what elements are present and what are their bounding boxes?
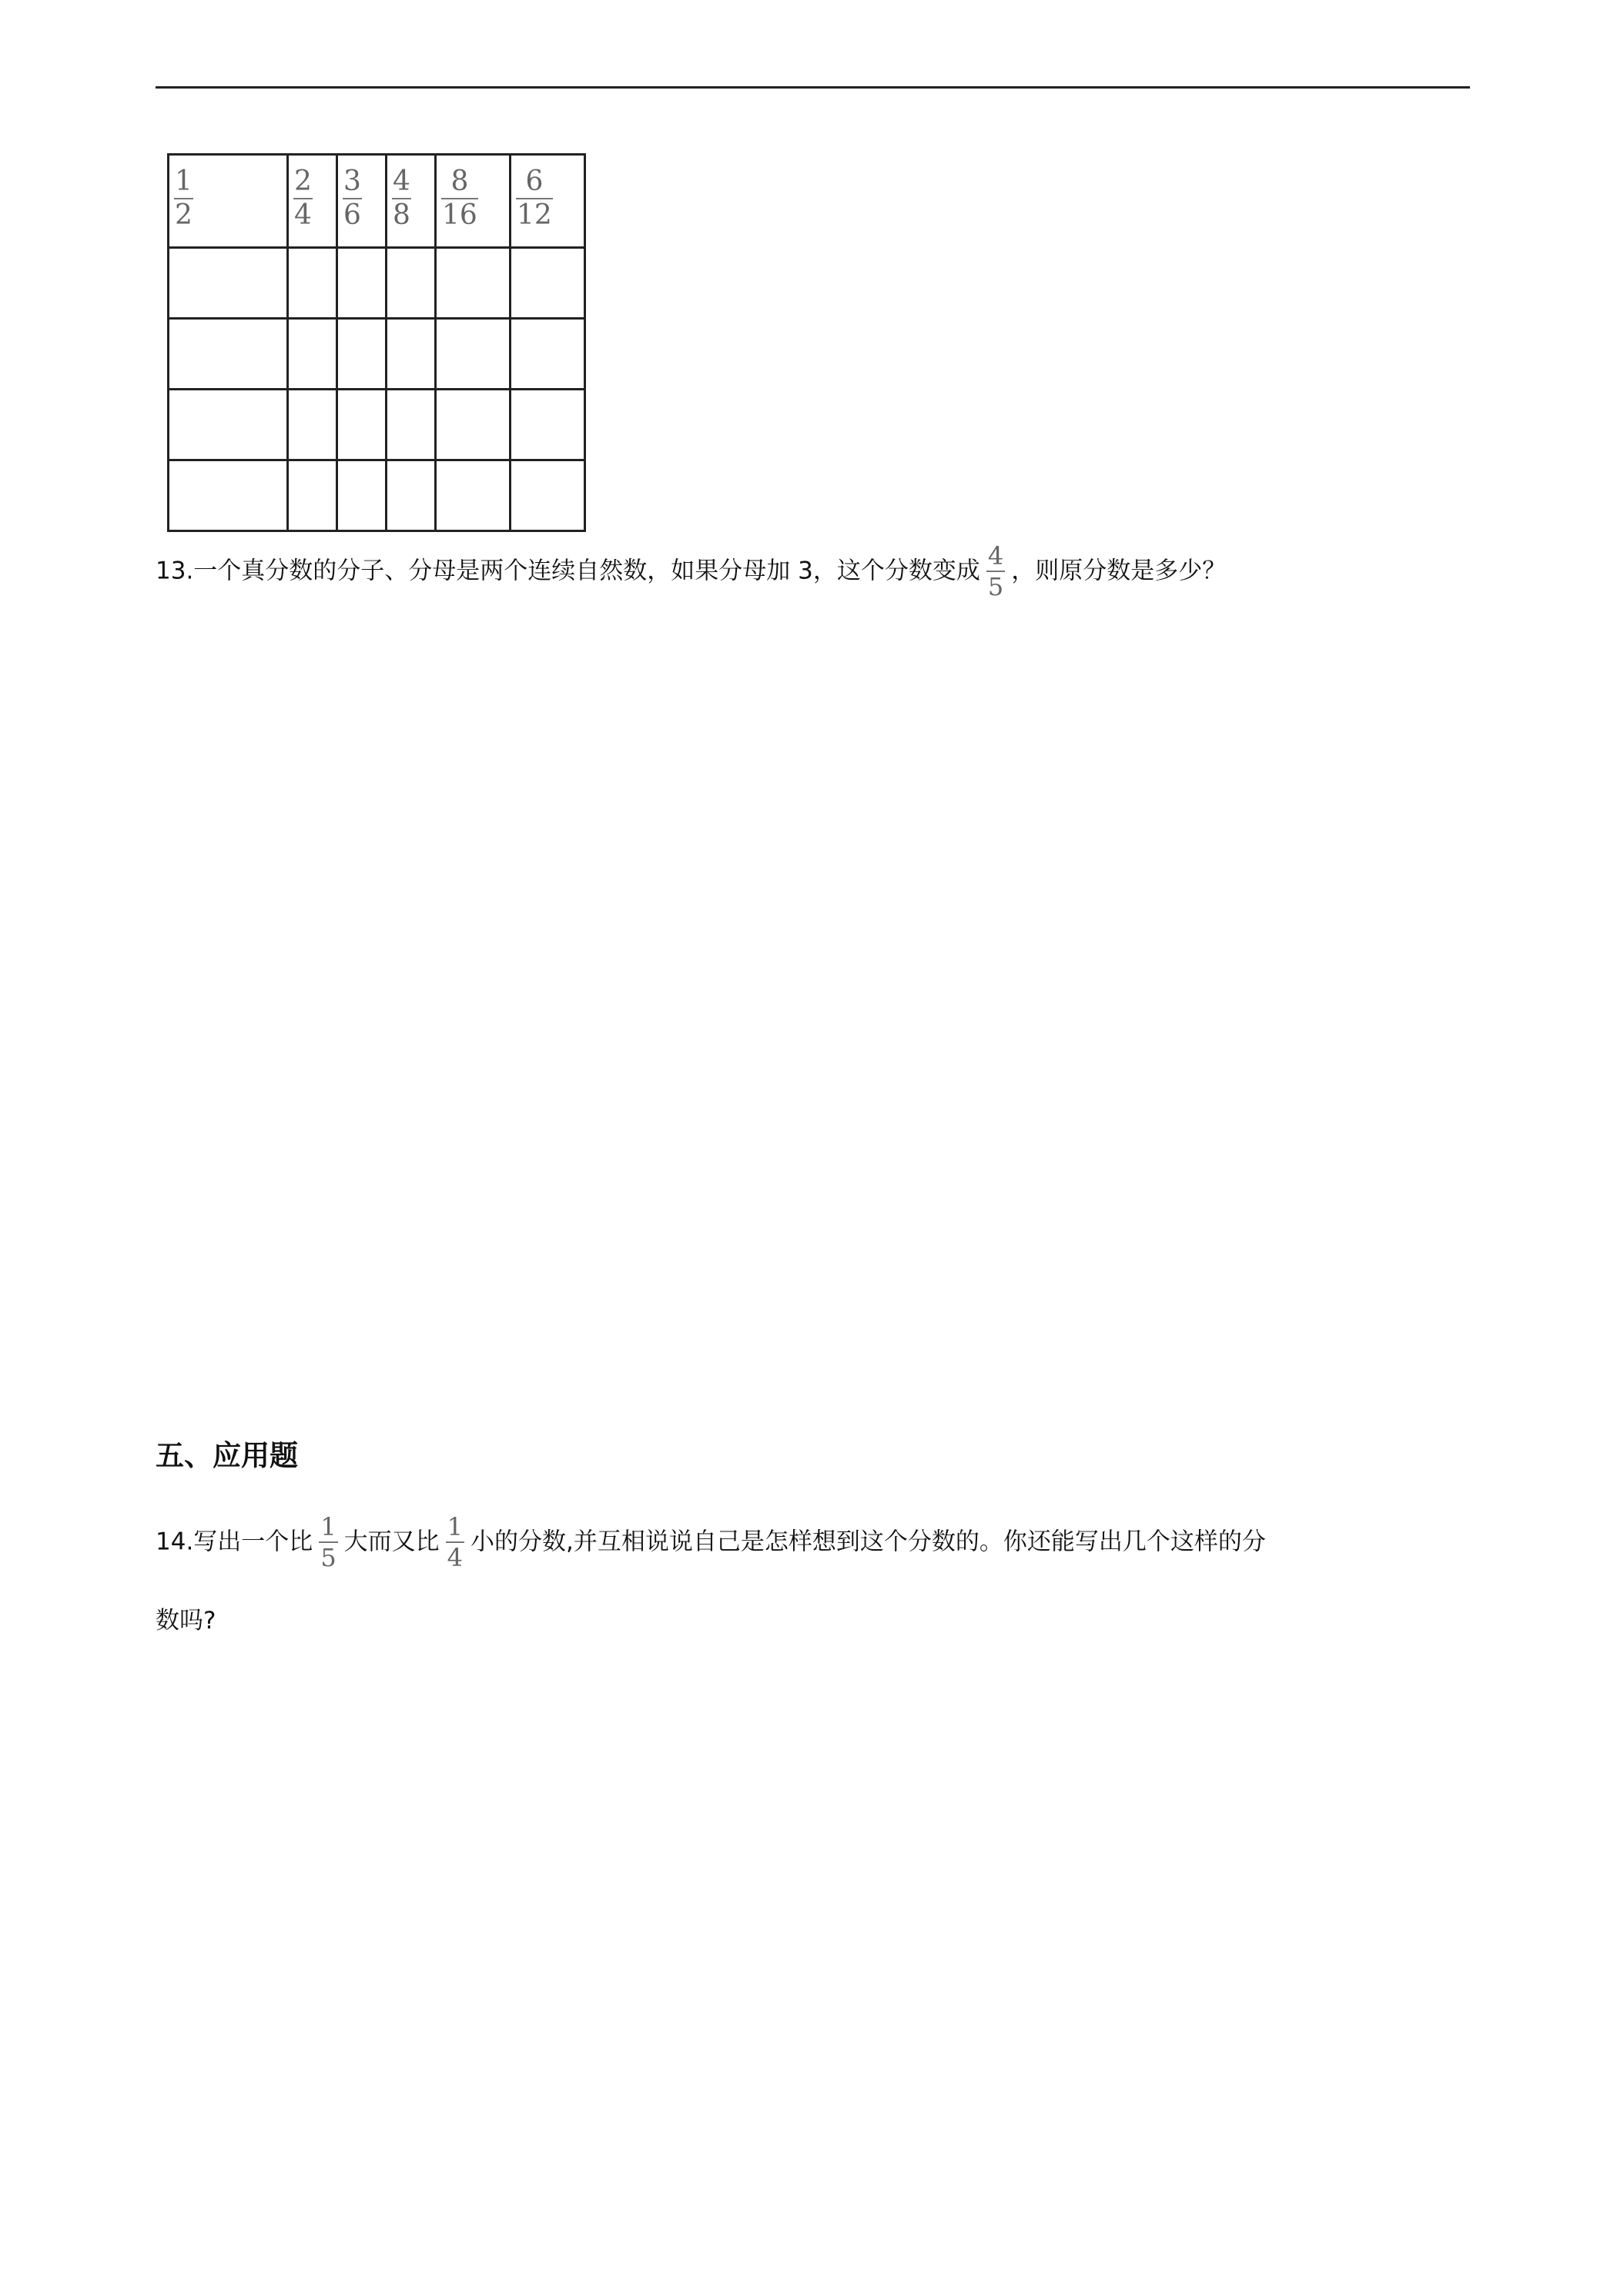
- fraction-grid-table: [167, 153, 586, 532]
- table-header-cell: [387, 155, 436, 248]
- question-14-text: 大而又比: [343, 1528, 440, 1556]
- blank-cell[interactable]: [511, 390, 585, 460]
- question-14-text: 小的分数,并互相说说自己是怎样想到这个分数的。你还能写出几个这样的分: [470, 1528, 1266, 1556]
- blank-cell[interactable]: [436, 390, 511, 460]
- fraction: $\frac{1}{4}$: [447, 1512, 464, 1572]
- table-header-row: [169, 155, 585, 248]
- question-13-text: 13.一个真分数的分子、分母是两个连续自然数，如果分母加 3，这个分数变成: [156, 557, 980, 585]
- blank-cell[interactable]: [169, 460, 288, 531]
- table-row: [169, 319, 585, 390]
- blank-cell[interactable]: [387, 460, 436, 531]
- blank-cell[interactable]: [337, 319, 387, 390]
- section-heading: 五、应用题: [156, 1439, 298, 1472]
- blank-cell[interactable]: [511, 319, 585, 390]
- question-14: [156, 1514, 1266, 1570]
- top-rule: [156, 86, 1470, 89]
- blank-cell[interactable]: [288, 460, 337, 531]
- blank-cell[interactable]: [337, 390, 387, 460]
- blank-cell[interactable]: [387, 319, 436, 390]
- fraction: $\frac{1}{5}$: [320, 1512, 337, 1572]
- table-header-cell: [169, 155, 288, 248]
- blank-cell[interactable]: [288, 248, 337, 319]
- blank-cell[interactable]: [436, 319, 511, 390]
- fraction: $\frac{8}{16}$: [442, 166, 477, 231]
- fraction: $\frac{4}{8}$: [393, 166, 410, 231]
- blank-cell[interactable]: [436, 460, 511, 531]
- fraction: $\frac{1}{2}$: [175, 166, 193, 231]
- blank-cell[interactable]: [387, 390, 436, 460]
- blank-cell[interactable]: [387, 248, 436, 319]
- blank-cell[interactable]: [511, 460, 585, 531]
- question-14-text: 14.写出一个比: [156, 1528, 313, 1556]
- table-row: [169, 390, 585, 460]
- blank-cell[interactable]: [169, 390, 288, 460]
- question-13: [156, 541, 1227, 601]
- blank-cell[interactable]: [337, 248, 387, 319]
- table-header-cell: [436, 155, 511, 248]
- fraction: $\frac{6}{12}$: [517, 166, 552, 231]
- blank-cell[interactable]: [337, 460, 387, 531]
- table-header-cell: [337, 155, 387, 248]
- table-row: [169, 248, 585, 319]
- table-row: [169, 460, 585, 531]
- fraction: $\frac{3}{6}$: [343, 166, 361, 231]
- blank-cell[interactable]: [511, 248, 585, 319]
- blank-cell[interactable]: [288, 319, 337, 390]
- question-13-text-end: ，则原分数是多少？: [1011, 557, 1227, 585]
- fraction: $\frac{4}{5}$: [987, 541, 1004, 601]
- table-header-cell: [288, 155, 337, 248]
- blank-cell[interactable]: [288, 390, 337, 460]
- blank-cell[interactable]: [169, 319, 288, 390]
- blank-cell[interactable]: [169, 248, 288, 319]
- table-header-cell: [511, 155, 585, 248]
- fraction: $\frac{2}{4}$: [294, 166, 312, 231]
- blank-cell[interactable]: [436, 248, 511, 319]
- question-14-line2: 数吗?: [156, 1607, 216, 1635]
